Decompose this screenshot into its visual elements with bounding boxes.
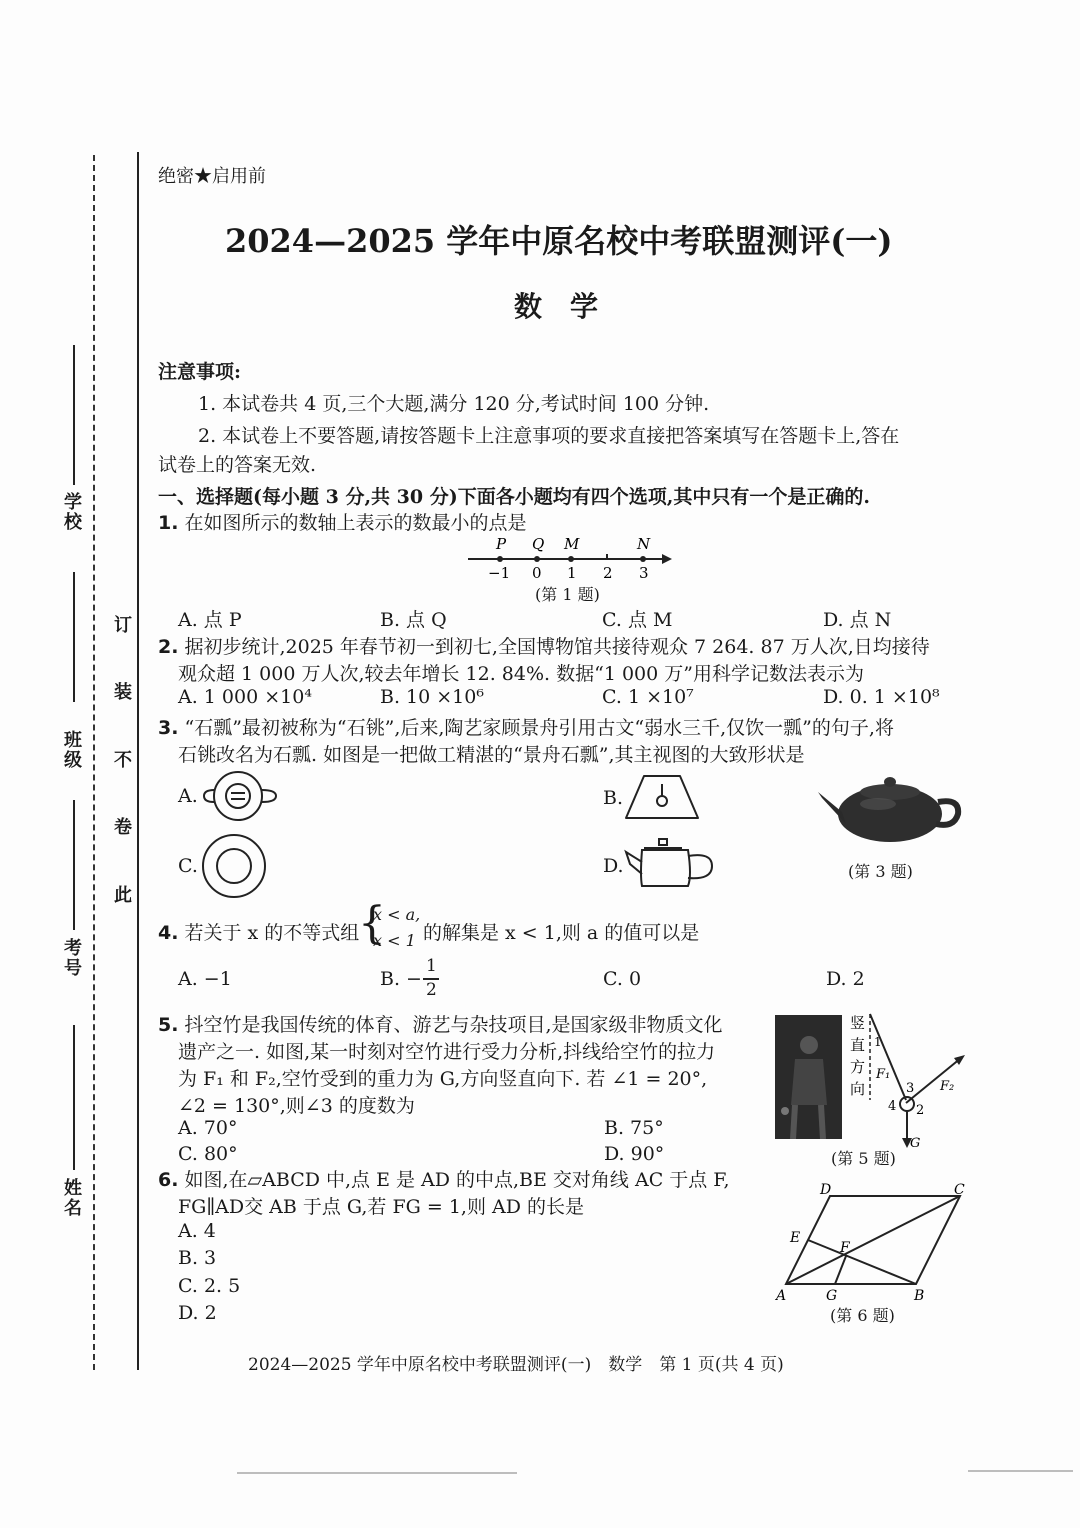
q6-parallelogram-figure	[772, 1180, 972, 1302]
q1-text: 在如图所示的数轴上表示的数最小的点是	[184, 512, 527, 534]
exam-no-line	[73, 800, 75, 930]
q3-option-d-figure	[622, 836, 718, 892]
q1-number: 1.	[158, 512, 179, 534]
q3-line-1	[158, 713, 894, 740]
q5-line-2: 遗产之一. 如图,某一时刻对空竹进行受力分析,抖线给空竹的拉力	[178, 1041, 716, 1063]
q5-number: 5.	[158, 1014, 179, 1036]
q5-line-4: ∠2 = 130°,则∠3 的度数为	[178, 1095, 415, 1117]
q1-tick-1: 1	[567, 564, 577, 582]
q3-line-2: 石铫改名为石瓢. 如图是一把做工精湛的“景舟石瓢”,其主视图的大致形状是	[178, 744, 805, 766]
q2-option-d: D. 0. 1 ×10⁸	[823, 686, 940, 708]
q4-text-a: 若关于 x 的不等式组	[184, 922, 360, 944]
q5-caption: (第 5 题)	[831, 1149, 896, 1168]
school-line	[73, 345, 75, 485]
q5-option-a: A. 70°	[178, 1117, 238, 1139]
q1-label-p: P	[496, 535, 507, 553]
q1-number-line	[460, 532, 685, 587]
q2-line-1	[158, 632, 930, 659]
q1-tick-0: 0	[532, 564, 542, 582]
scan-artifact-line-right	[968, 1470, 1073, 1472]
q4-option-b-numerator: 1	[426, 956, 437, 976]
q6-label-e: E	[790, 1230, 801, 1246]
q4-system-2: x < 1	[373, 931, 416, 950]
q1-tick-2: 2	[603, 564, 613, 582]
q5-performer-photo	[775, 1015, 842, 1139]
q4-option-c: C. 0	[603, 968, 642, 990]
scan-artifact-line-left	[237, 1472, 517, 1474]
q3-label-c: C.	[178, 855, 198, 877]
q1-label-q: Q	[532, 535, 545, 553]
q5-option-c: C. 80°	[178, 1143, 238, 1165]
notice-item-1: 1. 本试卷共 4 页,三个大题,满分 120 分,考试时间 100 分钟.	[198, 393, 710, 415]
q4-option-b-denominator: 2	[426, 980, 437, 1000]
q4-option-b: B. −	[380, 968, 422, 990]
q1-label-n: N	[637, 535, 651, 553]
q5-text-1: 抖空竹是我国传统的体育、游艺与杂技项目,是国家级非物质文化	[184, 1014, 723, 1036]
q5-angle-1: 1	[874, 1035, 882, 1049]
q3-number: 3.	[158, 717, 179, 739]
exam-no-label: 考号	[61, 938, 82, 978]
class-line	[73, 572, 75, 702]
q5-line-3: 为 F₁ 和 F₂,空竹受到的重力为 G,方向竖直向下. 若 ∠1 = 20°,	[178, 1068, 708, 1090]
q5-force-diagram	[848, 1010, 973, 1155]
q6-label-b: B	[914, 1288, 925, 1302]
q4-stem-a	[158, 918, 359, 945]
q2-option-a: A. 1 000 ×10⁴	[178, 686, 312, 708]
q3-teapot-photo	[812, 762, 962, 844]
q5-label-f1: F₁	[876, 1067, 891, 1082]
q5-line-1	[158, 1010, 723, 1037]
binding-char-2: 装	[111, 682, 132, 702]
q1-option-c: C. 点 M	[602, 609, 673, 631]
q3-label-d: D.	[603, 855, 624, 877]
subject-title: 数 学	[514, 290, 599, 323]
q1-point-q	[534, 556, 540, 562]
q5-angle-2: 2	[916, 1103, 925, 1118]
notice-item-2a: 2. 本试卷上不要答题,请按答题卡上注意事项的要求直接把答案填写在答题卡上,答在	[198, 425, 900, 447]
q3-caption: (第 3 题)	[848, 862, 913, 881]
q2-option-c: C. 1 ×10⁷	[602, 686, 694, 708]
q4-number: 4.	[158, 922, 179, 944]
q6-text-1: 如图,在▱ABCD 中,点 E 是 AD 的中点,BE 交对角线 AC 于点 F,	[184, 1169, 730, 1191]
q1-tick-neg1: −1	[488, 564, 511, 582]
q1-stem	[158, 508, 527, 535]
q6-label-c: C	[954, 1182, 965, 1198]
q1-point-n	[640, 556, 646, 562]
q3-option-a-figure	[200, 768, 282, 824]
page-footer: 2024—2025 学年中原名校中考联盟测评(一) 数学 第 1 页(共 4 页)	[248, 1355, 784, 1375]
q2-number: 2.	[158, 636, 179, 658]
q3-label-a: A.	[178, 785, 198, 807]
exam-title: 2024—2025 学年中原名校中考联盟测评(一)	[225, 222, 893, 260]
q3-label-b: B.	[603, 787, 624, 809]
q6-label-g: G	[826, 1288, 838, 1302]
class-label: 班级	[61, 730, 82, 770]
notice-heading: 注意事项:	[158, 361, 242, 383]
q6-option-a: A. 4	[178, 1220, 216, 1242]
binding-dashed-line	[93, 155, 95, 1370]
q6-number: 6.	[158, 1169, 179, 1191]
q1-point-m	[568, 556, 574, 562]
q6-line-2: FG∥AD交 AB 于点 G,若 FG = 1,则 AD 的长是	[178, 1196, 584, 1218]
binding-char-1: 订	[111, 615, 132, 635]
q1-option-a: A. 点 P	[178, 609, 242, 631]
q4-option-d: D. 2	[826, 968, 865, 990]
q5-vertical-char-2: 直	[850, 1036, 866, 1054]
q5-angle-4: 4	[888, 1099, 897, 1114]
margin-solid-line	[137, 152, 139, 1370]
q5-option-b: B. 75°	[604, 1117, 664, 1139]
q6-label-d: D	[820, 1182, 832, 1198]
secret-mark: 绝密★启用前	[158, 166, 266, 187]
q6-line-1	[158, 1165, 730, 1192]
q5-vertical-char-1: 竖	[850, 1014, 866, 1032]
q1-point-p	[497, 556, 503, 562]
binding-char-5: 此	[111, 885, 132, 905]
q6-option-d: D. 2	[178, 1302, 217, 1324]
binding-char-3: 不	[111, 750, 132, 770]
name-line	[73, 1025, 75, 1170]
binding-char-4: 卷	[111, 817, 132, 837]
q1-caption: (第 1 题)	[535, 585, 600, 604]
school-label: 学校	[61, 492, 82, 532]
q2-line-2: 观众超 1 000 万人次,较去年增长 12. 84%. 数据“1 000 万”用科学记数法表示为	[178, 663, 864, 685]
q5-angle-3: 3	[906, 1081, 915, 1096]
q6-label-a: A	[776, 1288, 787, 1302]
q5-option-d: D. 90°	[604, 1143, 665, 1165]
section-heading: 一、选择题(每小题 3 分,共 30 分)下面各小题均有四个选项,其中只有一个是正确的.	[158, 486, 870, 508]
q4-brace: {	[358, 898, 386, 949]
q2-text-1: 据初步统计,2025 年春节初一到初七,全国博物馆共接待观众 7 264. 87 万人次,日均接待	[184, 636, 930, 658]
q6-label-f: F	[840, 1240, 850, 1256]
q4-system-1: x < a,	[373, 905, 421, 924]
q6-option-c: C. 2. 5	[178, 1275, 241, 1297]
q3-text-1: “石瓢”最初被称为“石铫”,后来,陶艺家顾景舟引用古文“弱水三千,仅饮一瓢”的句子,将	[184, 717, 894, 739]
q6-caption: (第 6 题)	[830, 1306, 895, 1325]
q1-tick-3: 3	[639, 564, 649, 582]
q4-option-a: A. −1	[178, 968, 232, 990]
q5-label-g: G	[910, 1136, 921, 1151]
q5-vertical-char-3: 方	[850, 1058, 866, 1076]
q1-option-b: B. 点 Q	[380, 609, 447, 631]
q5-vertical-char-4: 向	[850, 1080, 866, 1098]
q1-option-d: D. 点 N	[823, 609, 892, 631]
q3-option-b-figure	[622, 768, 702, 824]
q4-stem-b: 的解集是 x < 1,则 a 的值可以是	[423, 922, 700, 944]
q1-label-m: M	[564, 535, 580, 553]
q5-label-f2: F₂	[940, 1079, 955, 1094]
q6-option-b: B. 3	[178, 1247, 217, 1269]
q2-option-b: B. 10 ×10⁶	[380, 686, 484, 708]
notice-item-2b: 试卷上的答案无效.	[158, 454, 317, 476]
q3-option-c-figure	[198, 833, 270, 899]
name-label: 姓名	[61, 1178, 82, 1218]
